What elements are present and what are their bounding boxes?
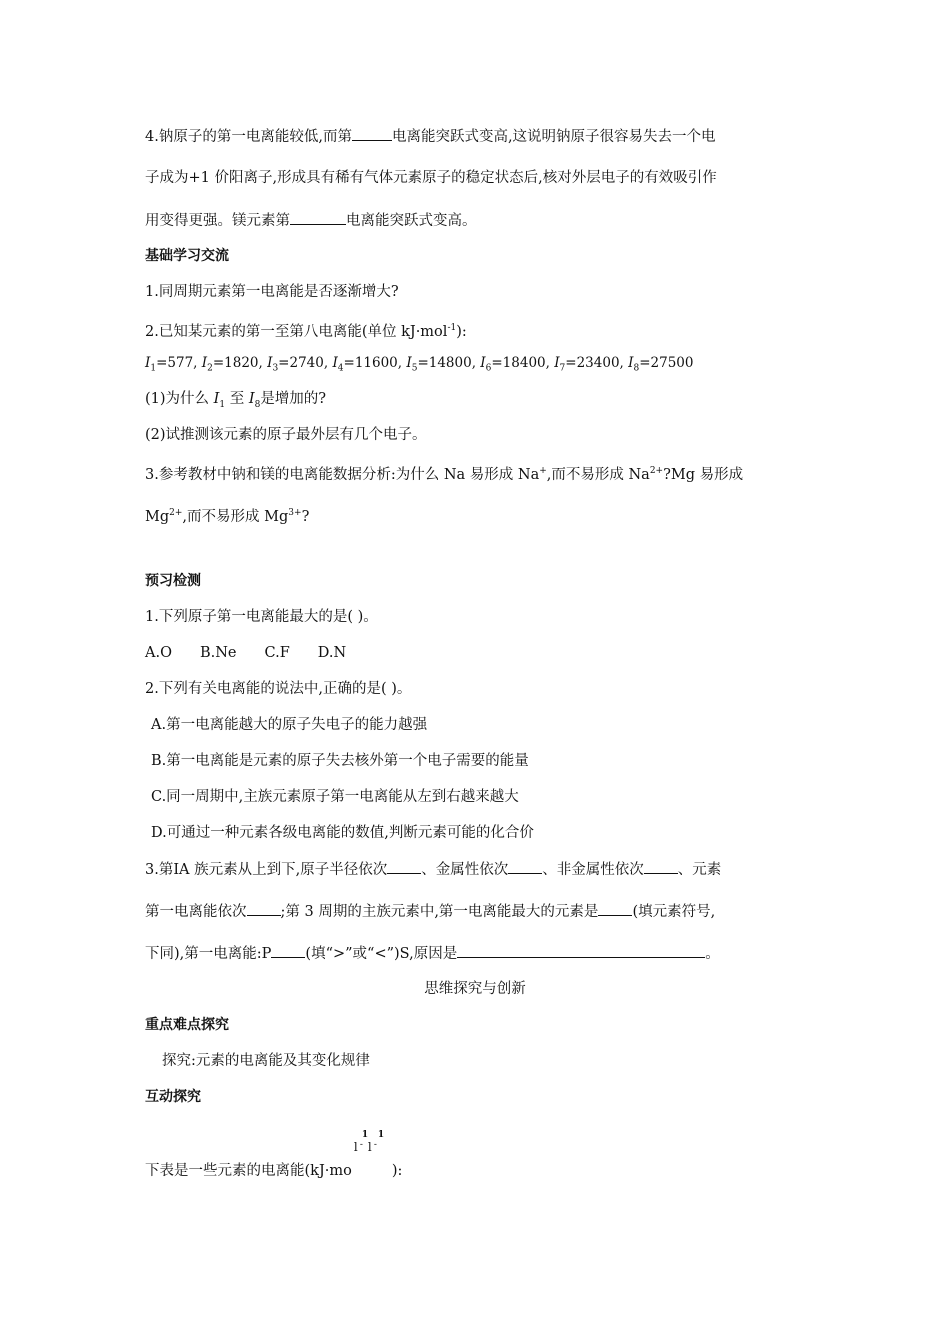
blank[interactable] xyxy=(644,859,678,874)
blank[interactable] xyxy=(508,859,542,874)
yuxi-q1-options xyxy=(145,643,374,663)
hudong-text: 下表是一些元素的电离能(kJ·mo l - 1 l - 1 ): xyxy=(145,1130,403,1179)
ionization-values: $I_1=577$, $I_2=1820$, $I_3=2740$, $I_4=11600$, $I_5=14800$, $I_6=18400$, $I_7=23400$, $I_8=27500$ xyxy=(145,355,694,374)
blank[interactable] xyxy=(247,901,281,916)
yuxi-q3-line-3: 下同),第一电离能:P (填“>”或“<”)S,原因是 。 xyxy=(145,943,720,964)
blank[interactable] xyxy=(290,210,346,225)
section-heading-jichu: 基础学习交流 xyxy=(145,248,229,264)
jichu-sub1: (1)为什么 $I_1$ 至 $I_8$是增加的? xyxy=(145,391,327,410)
option-a[interactable]: A.O xyxy=(145,645,172,661)
section-title: 思维探究与创新 xyxy=(424,981,526,997)
jichu-q3-line-1: 3.参考教材中钠和镁的电离能数据分析:为什么 Na 易形成 Na+,而不易形成 $Na^{2+}?Mg$ 易形成 xyxy=(145,466,744,483)
q4-line-2: 子成为+1 价阳离子,形成具有稀有气体元素原子的稳定状态后,核对外层电子的有效吸引作 xyxy=(145,170,717,186)
q4-line-1: 4.钠原子的第一电离能较低,而第 电离能突跃式变高,这说明钠原子很容易失去一个电 xyxy=(145,126,716,147)
blank[interactable] xyxy=(387,859,421,874)
blank[interactable] xyxy=(457,943,705,958)
yuxi-q3-line-2: 第一电离能依次 ;第 3 周期的主族元素中,第一电离能最大的元素是 (填元素符号, xyxy=(145,901,715,922)
option-c[interactable]: C.同一周期中,主族元素原子第一电离能从左到右越来越大 xyxy=(151,789,519,805)
unit-exponent: l - 1 l - 1 xyxy=(353,1130,385,1154)
section-heading-yuxi: 预习检测 xyxy=(145,573,201,589)
option-b[interactable]: B.Ne xyxy=(199,645,237,661)
option-a[interactable]: A.第一电离能越大的原子失电子的能力越强 xyxy=(151,717,428,733)
jichu-q2: 2.已知某元素的第一至第八电离能(单位 kJ·mol$^{-1}$): xyxy=(145,323,467,340)
jichu-q1: 1.同周期元素第一电离能是否逐渐增大? xyxy=(145,284,399,300)
jichu-q3-line-2: $Mg^{2+}$,而不易形成 $Mg^{3+}$? xyxy=(145,508,310,525)
blank[interactable] xyxy=(352,126,392,141)
option-d[interactable]: D.可通过一种元素各级电离能的数值,判断元素可能的化合价 xyxy=(151,825,534,841)
option-d[interactable]: D.N xyxy=(317,645,347,661)
q4-line-3: 用变得更强。镁元素第 电离能突跃式变高。 xyxy=(145,210,477,231)
jichu-sub2: (2)试推测该元素的原子最外层有几个电子。 xyxy=(145,427,427,443)
option-b[interactable]: B.第一电离能是元素的原子失去核外第一个电子需要的能量 xyxy=(151,753,529,769)
blank[interactable] xyxy=(598,901,632,916)
blank[interactable] xyxy=(271,943,305,958)
yuxi-q3-line-1: 3.第ⅠA 族元素从上到下,原子半径依次 、金属性依次 、非金属性依次 、元素 xyxy=(145,859,721,880)
yuxi-q2: 2.下列有关电离能的说法中,正确的是( )。 xyxy=(145,681,412,697)
section-heading-zhongdian: 重点难点探究 xyxy=(145,1017,229,1033)
zhongdian-text: 探究:元素的电离能及其变化规律 xyxy=(162,1053,370,1069)
yuxi-q1: 1.下列原子第一电离能最大的是( )。 xyxy=(145,609,378,625)
option-c[interactable]: C.F xyxy=(264,645,290,661)
section-heading-hudong: 互动探究 xyxy=(145,1089,201,1105)
